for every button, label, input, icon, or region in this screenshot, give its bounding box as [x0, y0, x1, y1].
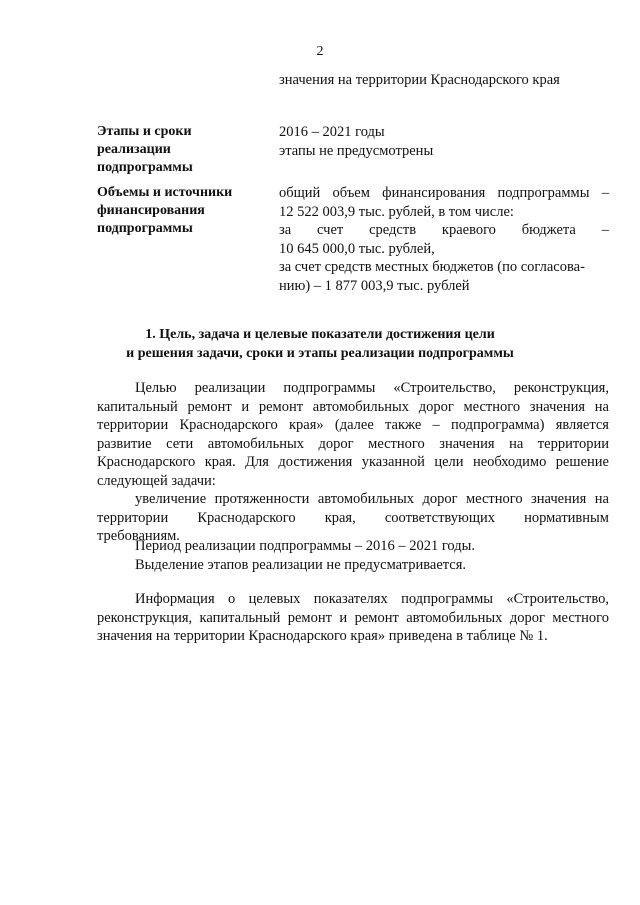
word: необходимо: [472, 454, 547, 470]
word: автомобильных: [406, 609, 503, 626]
word: «Строительство,: [393, 380, 496, 396]
word: –: [601, 185, 609, 201]
word: реконструкция,: [97, 609, 193, 626]
word: о: [227, 591, 236, 607]
word: является: [555, 417, 609, 433]
word: реконструкция,: [513, 380, 609, 396]
word: подпрограммы: [283, 380, 376, 396]
word: края,: [324, 509, 356, 526]
word: Краснодарского: [97, 454, 196, 470]
word: местного: [552, 609, 609, 626]
text-line: [97, 435, 609, 454]
word: «Строительство,: [506, 591, 609, 607]
value-line: [279, 221, 609, 240]
value-line: 2016 – 2021 годы: [279, 124, 385, 140]
word: местного: [368, 435, 425, 452]
word: территории: [97, 417, 169, 433]
text-line: [97, 609, 609, 628]
word: дорог: [318, 435, 354, 452]
word: дорог: [422, 491, 458, 507]
word: ремонт: [258, 398, 304, 415]
word: и: [339, 609, 348, 626]
word: Информация: [135, 591, 215, 607]
word: автомобильных: [317, 491, 415, 507]
value-line: за счет средств местных бюджетов (по согласова-: [279, 259, 585, 276]
word: целевых: [248, 591, 301, 607]
section-heading-line: 1. Цель, задача и целевые показатели достижения цели: [145, 327, 495, 342]
paragraph-stages: [97, 556, 609, 575]
section-heading: [0, 325, 640, 363]
word: ремонт: [187, 398, 232, 415]
word: развитие: [97, 435, 152, 452]
word: местного: [463, 398, 521, 415]
word: значения: [529, 398, 586, 415]
paragraph-goal: [97, 379, 609, 490]
value-line: [279, 184, 609, 203]
text-line: [97, 398, 609, 417]
word: –: [432, 417, 440, 433]
word: достижения: [278, 454, 353, 470]
word: также: [385, 417, 422, 433]
text-line: следующей задачи:: [97, 472, 216, 489]
word: местного: [466, 491, 523, 507]
text-line: [97, 509, 609, 528]
word: (далее: [334, 417, 374, 433]
text-line: [97, 590, 609, 609]
word: объем: [332, 185, 370, 201]
value-line: 12 522 003,9 тыс. рублей, в том числе:: [279, 203, 514, 220]
word: протяженности: [214, 491, 310, 507]
word: показателях: [313, 591, 388, 607]
label-line: подпрограммы: [97, 221, 193, 236]
value-line: 10 645 000,0 тыс. рублей,: [279, 240, 435, 257]
word: цели: [434, 454, 464, 470]
passport-value-stages: [279, 123, 609, 160]
word: ремонт: [354, 609, 399, 626]
word: края»: [288, 417, 324, 433]
label-line: подпрограммы: [97, 160, 193, 175]
word: на: [594, 398, 609, 415]
text-line: [97, 490, 609, 509]
paragraph-period: [97, 537, 609, 556]
word: на: [594, 491, 609, 507]
word: подпрограммы: [497, 185, 590, 201]
word: автомобильных: [207, 435, 304, 452]
word: финансирования: [382, 185, 486, 201]
passport-label-stages: [97, 123, 267, 177]
word: указанной: [361, 454, 425, 470]
word: края.: [204, 454, 236, 470]
word: подпрограмма): [451, 417, 545, 433]
word: общий: [279, 185, 321, 201]
text-line: значения на территории Краснодарского края» приведена в таблице № 1.: [97, 628, 548, 644]
word: Краснодарского: [179, 417, 278, 433]
word: ремонт: [287, 609, 332, 626]
word: территории: [97, 509, 169, 526]
label-line: Этапы и сроки: [97, 124, 192, 139]
word: бюджета: [521, 222, 576, 239]
word: решение: [555, 454, 609, 470]
word: капитальный: [199, 609, 281, 626]
word: территории: [537, 435, 609, 452]
value-line: нию) – 1 877 003,9 тыс. рублей: [279, 277, 470, 294]
text-line: Выделение этапов реализации не предусматривается.: [135, 557, 467, 573]
label-line: реализации: [97, 142, 171, 157]
text-line: требованиям.: [97, 528, 180, 544]
word: за: [279, 222, 292, 239]
word: дорог: [418, 398, 454, 415]
word: дорог: [509, 609, 545, 626]
word: соответствующих: [384, 509, 496, 526]
word: сети: [166, 435, 194, 452]
word: подпрограммы: [401, 591, 494, 607]
word: и: [241, 398, 250, 415]
word: –: [601, 222, 609, 239]
word: автомобильных: [312, 398, 410, 415]
paragraph-indicators: [97, 590, 609, 646]
passport-label-funding: [97, 184, 267, 238]
word: Для: [245, 454, 269, 470]
word: Целью: [135, 380, 177, 396]
word: счет: [317, 222, 344, 239]
text-line: [97, 379, 609, 398]
word: краевого: [441, 222, 496, 239]
word: средств: [369, 222, 417, 239]
word: капитальный: [97, 398, 178, 415]
text-line: [97, 416, 609, 435]
word: увеличение: [135, 491, 207, 507]
word: значения: [439, 435, 495, 452]
word: нормативным: [524, 509, 609, 526]
continuation-line: значения на территории Краснодарского края: [279, 72, 560, 88]
label-line: финансирования: [97, 203, 205, 218]
word: значения: [531, 491, 587, 507]
label-line: Объемы и источники: [97, 185, 233, 200]
text-line: Период реализации подпрограммы – 2016 – 2021 годы.: [135, 538, 475, 554]
passport-value-funding: [279, 184, 609, 296]
word: на: [509, 435, 524, 452]
word: Краснодарского: [197, 509, 296, 526]
page-number: 2: [316, 44, 324, 59]
text-line: [97, 453, 609, 472]
section-heading-line: и решения задачи, сроки и этапы реализации подпрограммы: [126, 346, 514, 361]
word: реализации: [194, 380, 266, 396]
value-line: этапы не предусмотрены: [279, 142, 434, 159]
